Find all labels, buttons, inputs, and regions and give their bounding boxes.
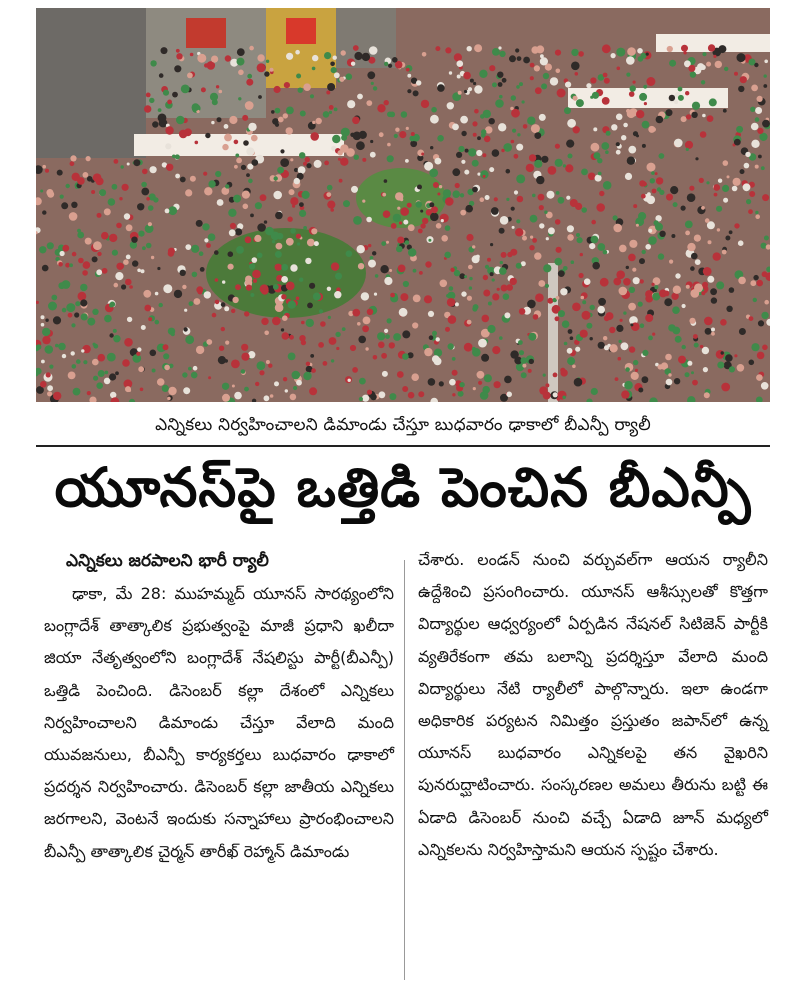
column-divider bbox=[404, 560, 405, 980]
crowd-illustration bbox=[36, 8, 770, 402]
article-column-left bbox=[44, 544, 394, 868]
article-body-left: ఢాకా, మే 28: ముహమ్మద్ యూనస్ సారథ్యంలోని బంగ్లాదేశ్ తాత్కాలిక ప్రభుత్వంపై మాజీ ప్రధాని ఖలీదా జియా నేతృత్వంలోని బంగ్లాదేశ్ నేషలిస్టు పార్టీ(బీఎన్పీ) ఒత్తిడి పెంచింది. డిసెంబర్ కల్లా దేశంలో ఎన్నికలు నిర్వహించాలని డిమాండు చేస్తూ వేలాది మంది యువజనులు, బీఎన్పీ కార్యకర్తలు బుధవారం ఢాకాలో ప్రదర్శన నిర్వహించారు. డిసెంబర్ కల్లా జాతీయ ఎన్నికలు జరగాలని, వెంటనే ఇందుకు సన్నాహాలు ప్రారంభించాలని బీఎన్పీ తాత్కాలిక చైర్మన్ తారీఖ్ రెహ్మాన్ డిమాండు bbox=[44, 584, 394, 861]
article-body-right: చేశారు. లండన్ నుంచి వర్చువల్‌గా ఆయన ర్యాలీని ఉద్దేశించి ప్రసంగించారు. యూనస్ ఆశీస్సులతో కొత్తగా విద్యార్థుల ఆధ్వర్యంలో ఏర్పడిన నేషనల్ సిటిజెన్ పార్టీకి వ్యతిరేకంగా తమ బలాన్ని ప్రదర్శిస్తూ వేలాది మంది విద్యార్థులు నేటి ర్యాలీలో పాల్గొన్నారు. ఇలా ఉండగా అధికారిక పర్యటన నిమిత్తం ప్రస్తుతం జపాన్‌లో ఉన్న యూనస్ బుధవారం ఎన్నికలపై తన వైఖరిని పునరుద్ఘాటించారు. సంస్కరణల అమలు తీరును బట్టి ఈ ఏడాది డిసెంబర్ నుంచి వచ్చే ఏడాది జూన్ మధ్యలో ఎన్నికలను నిర్వహిస్తామని ఆయన స్పష్టం చేశారు. bbox=[418, 550, 768, 859]
article-column-right bbox=[418, 544, 768, 866]
subheadline: ఎన్నికలు జరపాలని భారీ ర్యాలీ bbox=[66, 551, 269, 571]
headline: యూనస్‌పై ఒత్తిడి పెంచిన బీఎన్పీ bbox=[54, 455, 752, 519]
photo-caption: ఎన్నికలు నిర్వహించాలని డిమాండు చేస్తూ బుధవారం ఢాకాలో బీఎన్పీ ర్యాలీ bbox=[36, 409, 770, 447]
rally-photo bbox=[36, 8, 770, 402]
